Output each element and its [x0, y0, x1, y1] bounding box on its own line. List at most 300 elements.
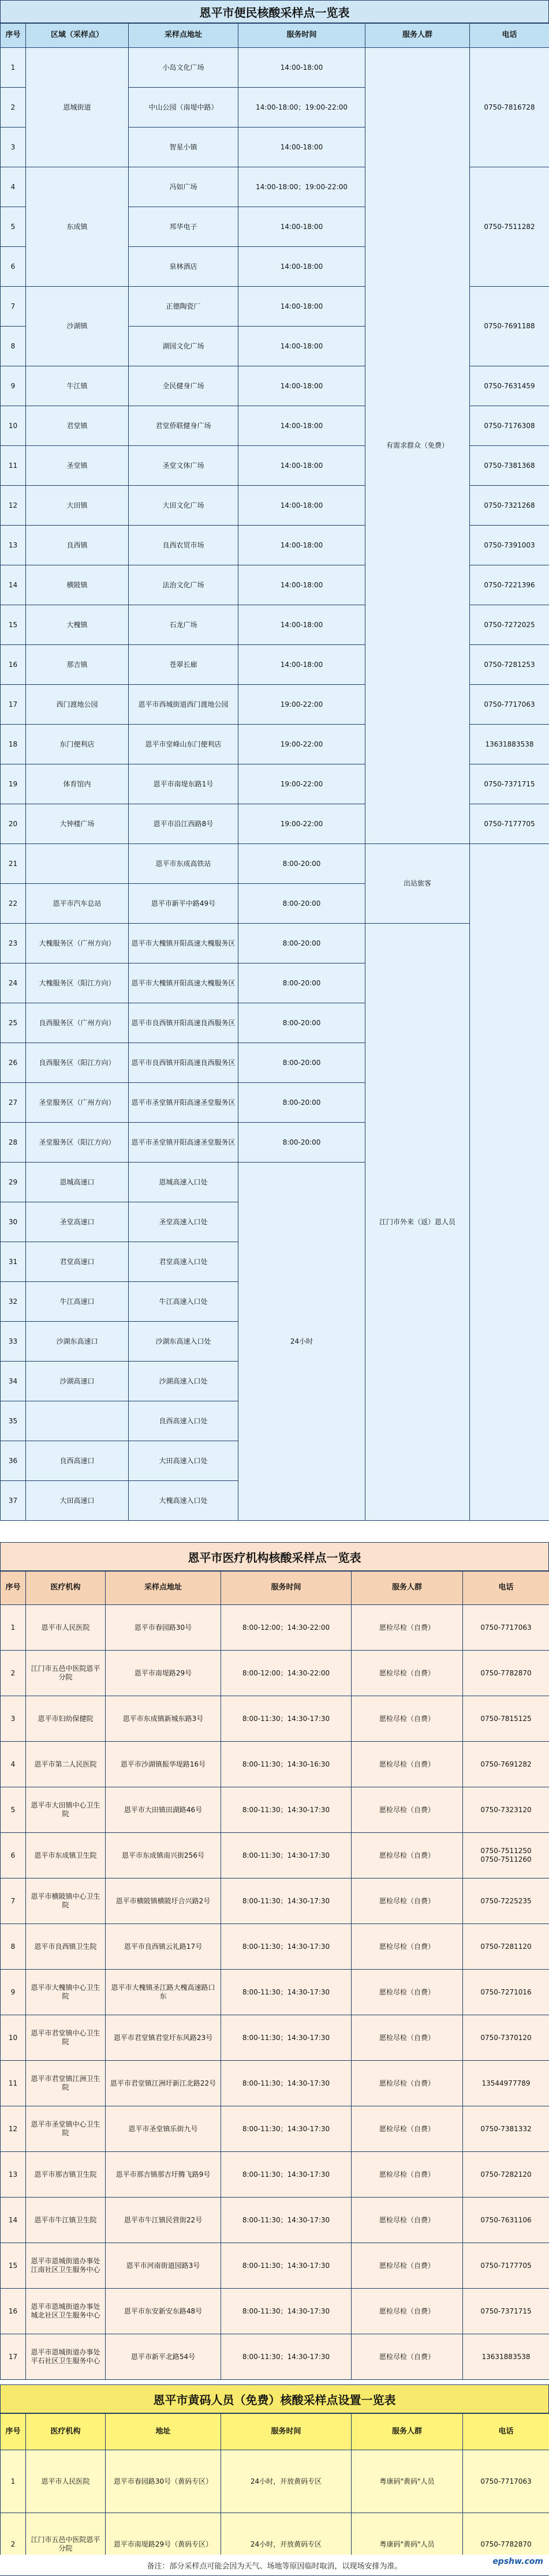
address-cell: 沙湖高速入口处	[129, 1362, 238, 1401]
table-row	[1, 2152, 549, 2198]
institution-cell: 恩平市人民医院	[26, 2450, 106, 2513]
row-number-cell: 5	[1, 1787, 26, 1833]
institution-cell: 恩平市良西镇卫生院	[26, 1924, 106, 1970]
institution-cell: 恩平市大槐镇中心卫生院	[26, 1970, 106, 2015]
service-time-cell: 8:00-11:30；14:30-17:30	[221, 2243, 352, 2289]
service-time-cell: 8:00-11:30；14:30-17:30	[221, 1970, 352, 2015]
address-cell: 恩平市东安新安东路48号	[106, 2289, 221, 2334]
service-group-cell: 江门市外来（返）恩人员	[365, 924, 470, 1521]
column-header: 区域（采样点）	[26, 24, 129, 48]
address-cell: 邦华电子	[129, 207, 238, 247]
row-number-cell: 20	[1, 804, 26, 844]
service-time-cell: 24小时	[238, 1163, 365, 1521]
row-number-cell: 1	[1, 2450, 26, 2513]
row-number-cell: 9	[1, 1970, 26, 2015]
address-cell: 恩平市良西镇云礼路17号	[106, 1924, 221, 1970]
row-number-cell: 35	[1, 1401, 26, 1441]
row-number-cell: 25	[1, 1003, 26, 1043]
area-cell: 大槐镇	[26, 605, 129, 645]
row-number-cell: 9	[1, 366, 26, 406]
table-row	[1, 2289, 549, 2334]
service-time-cell: 14:00-18:00；19:00-22:00	[238, 88, 365, 128]
service-group-cell: 愿检尽检（自费）	[352, 1787, 463, 1833]
address-cell: 恩平市新平中路49号	[129, 884, 238, 924]
row-number-cell: 17	[1, 2334, 26, 2380]
table-row	[1, 1742, 549, 1787]
service-time-cell: 8:00-11:30；14:30-17:30	[221, 1787, 352, 1833]
phone-cell: 13544977789	[463, 2061, 549, 2106]
institution-cell: 恩平市那吉镇卫生院	[26, 2152, 106, 2198]
service-time-cell: 8:00-20:00	[238, 1123, 365, 1163]
area-cell: 良西高速口	[26, 1441, 129, 1481]
address-cell: 恩平市君堂镇江洲圩新江北路22号	[106, 2061, 221, 2106]
institution-cell: 恩平市恩城街道办事处江南社区卫生服务中心	[26, 2243, 106, 2289]
column-header: 序号	[1, 24, 26, 48]
row-number-cell: 8	[1, 327, 26, 366]
address-cell: 恩平市春园路30号（黄码专区）	[106, 2450, 221, 2513]
service-time-cell: 14:00-18:00	[238, 287, 365, 327]
row-number-cell: 14	[1, 565, 26, 605]
phone-cell: 0750-7323120	[463, 1787, 549, 1833]
service-time-cell: 24小时，开放黄码专区	[221, 2513, 352, 2576]
institution-cell: 恩平市横陂镇中心卫生院	[26, 1878, 106, 1924]
service-time-cell: 8:00-11:30；14:30-17:30	[221, 2334, 352, 2380]
address-cell: 恩平市大槐镇开阳高速大槐服务区	[129, 963, 238, 1003]
service-group-cell: 愿检尽检（自费）	[352, 1878, 463, 1924]
service-time-cell: 8:00-20:00	[238, 884, 365, 924]
area-cell: 西门渡地公园	[26, 685, 129, 725]
row-number-cell: 19	[1, 764, 26, 804]
area-cell: 大槐服务区（阳江方向）	[26, 963, 129, 1003]
service-time-cell: 19:00-22:00	[238, 804, 365, 844]
area-cell: 东成镇	[26, 167, 129, 287]
row-number-cell: 27	[1, 1083, 26, 1123]
yellow-code-sampling-table	[0, 2413, 549, 2576]
row-number-cell: 4	[1, 167, 26, 207]
service-time-cell: 8:00-11:30；14:30-17:30	[221, 2061, 352, 2106]
address-cell: 冯如广场	[129, 167, 238, 207]
area-cell	[26, 844, 129, 884]
area-cell: 良西服务区（广州方向）	[26, 1003, 129, 1043]
row-number-cell: 31	[1, 1242, 26, 1282]
row-number-cell: 23	[1, 924, 26, 963]
phone-cell: 0750-7282120	[463, 2152, 549, 2198]
address-cell: 恩平市牛江镇民营街22号	[106, 2198, 221, 2243]
row-number-cell: 15	[1, 2243, 26, 2289]
phone-cell: 0750-7177705	[463, 2243, 549, 2289]
address-cell: 法治文化广场	[129, 565, 238, 605]
area-cell: 体育馆内	[26, 764, 129, 804]
phone-cell: 0750-7631106	[463, 2198, 549, 2243]
area-cell: 恩平市汽车总站	[26, 884, 129, 924]
address-cell: 良西高速入口处	[129, 1401, 238, 1441]
phone-cell: 0750-7371715	[463, 2289, 549, 2334]
row-number-cell: 12	[1, 486, 26, 526]
row-number-cell: 21	[1, 844, 26, 884]
column-header: 服务人群	[352, 1572, 463, 1605]
service-group-cell: 愿检尽检（自费）	[352, 1651, 463, 1696]
convenience-sampling-table	[0, 23, 549, 1521]
phone-cell: 0750-7717063	[470, 685, 549, 725]
address-cell: 恩平市大槐镇开阳高速大槐服务区	[129, 924, 238, 963]
column-header: 地址	[106, 2414, 221, 2450]
institution-cell: 恩平市东成镇卫生院	[26, 1833, 106, 1878]
phone-cell: 0750-7370120	[463, 2015, 549, 2061]
column-header: 服务时间	[238, 24, 365, 48]
area-cell: 大钟楼广场	[26, 804, 129, 844]
address-cell: 恩平市横陂镇横陂圩合兴路2号	[106, 1878, 221, 1924]
phone-cell: 0750-7782870	[463, 1651, 549, 1696]
column-header: 电话	[470, 24, 549, 48]
service-group-cell: 愿检尽检（自费）	[352, 2243, 463, 2289]
column-header: 电话	[463, 1572, 549, 1605]
row-number-cell: 34	[1, 1362, 26, 1401]
phone-cell: 0750-7281120	[463, 1924, 549, 1970]
area-cell: 圣堂镇	[26, 446, 129, 486]
area-cell: 东门便利店	[26, 725, 129, 764]
service-time-cell: 14:00-18:00	[238, 327, 365, 366]
phone-cell: 0750-7221396	[470, 565, 549, 605]
address-cell: 恩平市君堂镇君堂圩东风路23号	[106, 2015, 221, 2061]
service-time-cell: 14:00-18:00	[238, 207, 365, 247]
table-row	[1, 844, 549, 884]
address-cell: 恩平市大槐镇圣江路大槐高速路口东	[106, 1970, 221, 2015]
column-header: 序号	[1, 2414, 26, 2450]
medical-sampling-table	[0, 1571, 549, 2380]
service-group-cell: 愿检尽检（自费）	[352, 2334, 463, 2380]
service-time-cell: 8:00-20:00	[238, 844, 365, 884]
address-cell: 大槐高速入口处	[129, 1481, 238, 1521]
service-group-cell: 粤康码"黄码"人员	[352, 2450, 463, 2513]
address-cell: 恩平市南堤东路1号	[129, 764, 238, 804]
service-group-cell: 愿检尽检（自费）	[352, 2198, 463, 2243]
convenience-sampling-title: 恩平市便民核酸采样点一览表	[0, 0, 549, 23]
row-number-cell: 8	[1, 1924, 26, 1970]
row-number-cell: 6	[1, 1833, 26, 1878]
address-cell: 恩平市那吉镇那吉圩腾飞路9号	[106, 2152, 221, 2198]
phone-cell: 0750-7717063	[463, 1605, 549, 1651]
area-cell: 沙湖高速口	[26, 1362, 129, 1401]
address-cell: 中山公园（南堤中路）	[129, 88, 238, 128]
institution-cell: 恩平市牛江镇卫生院	[26, 2198, 106, 2243]
service-time-cell: 8:00-20:00	[238, 924, 365, 963]
service-time-cell: 8:00-11:30；14:30-17:30	[221, 2198, 352, 2243]
table-row	[1, 2015, 549, 2061]
service-group-cell: 愿检尽检（自费）	[352, 1605, 463, 1651]
row-number-cell: 24	[1, 963, 26, 1003]
address-cell: 圣堂文体广场	[129, 446, 238, 486]
area-cell: 大槐服务区（广州方向）	[26, 924, 129, 963]
phone-cell: 0750-7691188	[470, 287, 549, 366]
phone-cell: 0750-7717063	[463, 2450, 549, 2513]
institution-cell: 恩平市君堂镇中心卫生院	[26, 2015, 106, 2061]
service-group-cell: 愿检尽检（自费）	[352, 2106, 463, 2152]
row-number-cell: 13	[1, 2152, 26, 2198]
area-cell: 恩城高速口	[26, 1163, 129, 1202]
table-header-row	[1, 2414, 549, 2450]
address-cell: 恩平市圣堂镇开阳高速圣堂服务区	[129, 1083, 238, 1123]
phone-cell: 13631883538	[470, 725, 549, 764]
service-group-cell: 愿检尽检（自费）	[352, 1696, 463, 1742]
phone-cell: 0750-7782870	[463, 2513, 549, 2576]
row-number-cell: 2	[1, 88, 26, 128]
service-time-cell: 14:00-18:00；19:00-22:00	[238, 167, 365, 207]
table-row	[1, 1833, 549, 1878]
address-cell: 恩平市东成镇南兴街256号	[106, 1833, 221, 1878]
table-row	[1, 924, 549, 963]
area-cell: 恩城街道	[26, 48, 129, 167]
phone-cell: 0750-7381332	[463, 2106, 549, 2152]
row-number-cell: 11	[1, 446, 26, 486]
institution-cell: 恩平市第二人民医院	[26, 1742, 106, 1787]
address-cell: 牛江高速入口处	[129, 1282, 238, 1322]
service-time-cell: 8:00-11:30；14:30-17:30	[221, 1924, 352, 1970]
service-time-cell: 8:00-20:00	[238, 1003, 365, 1043]
institution-cell: 恩平市恩城街道办事处平石社区卫生服务中心	[26, 2334, 106, 2380]
address-cell: 恩城高速入口处	[129, 1163, 238, 1202]
address-cell: 恩平市沿江西路8号	[129, 804, 238, 844]
table-header-row	[1, 1572, 549, 1605]
service-group-cell: 愿检尽检（自费）	[352, 2015, 463, 2061]
area-cell: 那吉镇	[26, 645, 129, 685]
area-cell	[26, 1401, 129, 1441]
service-group-cell: 愿检尽检（自费）	[352, 1742, 463, 1787]
row-number-cell: 37	[1, 1481, 26, 1521]
area-cell: 圣堂服务区（阳江方向）	[26, 1123, 129, 1163]
service-time-cell: 19:00-22:00	[238, 764, 365, 804]
row-number-cell: 16	[1, 645, 26, 685]
address-cell: 良西农贸市场	[129, 526, 238, 565]
row-number-cell: 33	[1, 1322, 26, 1362]
watermark-logo: epshw.com	[492, 2557, 543, 2566]
column-header: 采样点地址	[106, 1572, 221, 1605]
area-cell: 君堂镇	[26, 406, 129, 446]
yellow-code-sampling-title: 恩平市黄码人员（免费）核酸采样点设置一览表	[0, 2384, 549, 2413]
row-number-cell: 32	[1, 1282, 26, 1322]
institution-cell: 恩平市妇幼保健院	[26, 1696, 106, 1742]
row-number-cell: 1	[1, 1605, 26, 1651]
row-number-cell: 30	[1, 1202, 26, 1242]
address-cell: 恩平市东成高铁站	[129, 844, 238, 884]
service-group-cell: 愿检尽检（自费）	[352, 1833, 463, 1878]
address-cell: 恩平市堂峰山东门便利店	[129, 725, 238, 764]
service-time-cell: 8:00-11:30；14:30-17:30	[221, 2152, 352, 2198]
institution-cell: 恩平市大田镇中心卫生院	[26, 1787, 106, 1833]
address-cell: 君堂侨联健身广场	[129, 406, 238, 446]
service-time-cell: 8:00-11:30；14:30-17:30	[221, 2106, 352, 2152]
service-time-cell: 19:00-22:00	[238, 685, 365, 725]
address-cell: 正德陶瓷厂	[129, 287, 238, 327]
row-number-cell: 26	[1, 1043, 26, 1083]
address-cell: 恩平市新平北路54号	[106, 2334, 221, 2380]
service-group-cell: 愿检尽检（自费）	[352, 2061, 463, 2106]
row-number-cell: 13	[1, 526, 26, 565]
area-cell: 牛江高速口	[26, 1282, 129, 1322]
phone-cell: 0750-7511282	[470, 167, 549, 287]
table-row	[1, 2198, 549, 2243]
area-cell: 沙湖镇	[26, 287, 129, 366]
area-cell: 大田镇	[26, 486, 129, 526]
address-cell: 恩平市西城街道西门渡地公园	[129, 685, 238, 725]
phone-cell: 0750-7225235	[463, 1878, 549, 1924]
table-header-row	[1, 24, 549, 48]
service-time-cell: 19:00-22:00	[238, 725, 365, 764]
area-cell: 圣堂高速口	[26, 1202, 129, 1242]
column-header: 医疗机构	[26, 1572, 106, 1605]
service-time-cell: 14:00-18:00	[238, 366, 365, 406]
service-time-cell: 14:00-18:00	[238, 247, 365, 287]
address-cell: 沙湖东高速入口处	[129, 1322, 238, 1362]
institution-cell: 恩平市恩城街道办事处城北社区卫生服务中心	[26, 2289, 106, 2334]
table-row	[1, 1970, 549, 2015]
service-time-cell: 14:00-18:00	[238, 128, 365, 167]
address-cell: 恩平市良西镇开阳高速良西服务区	[129, 1003, 238, 1043]
service-time-cell: 14:00-18:00	[238, 406, 365, 446]
service-time-cell: 14:00-18:00	[238, 48, 365, 88]
service-time-cell: 14:00-18:00	[238, 446, 365, 486]
address-cell: 苍翠长廊	[129, 645, 238, 685]
phone-cell	[470, 844, 549, 1521]
phone-cell: 0750-7272025	[470, 605, 549, 645]
table-row	[1, 2450, 549, 2513]
service-time-cell: 8:00-12:00；14:30-22:00	[221, 1651, 352, 1696]
area-cell: 良西服务区（阳江方向）	[26, 1043, 129, 1083]
address-cell: 恩平市春园路30号	[106, 1605, 221, 1651]
column-header: 服务人群	[365, 24, 470, 48]
column-header: 电话	[463, 2414, 549, 2450]
service-time-cell: 14:00-18:00	[238, 526, 365, 565]
service-group-cell: 愿检尽检（自费）	[352, 2152, 463, 2198]
service-group-cell: 愿检尽检（自费）	[352, 2289, 463, 2334]
address-cell: 君堂高速入口处	[129, 1242, 238, 1282]
service-time-cell: 14:00-18:00	[238, 565, 365, 605]
row-number-cell: 36	[1, 1441, 26, 1481]
service-time-cell: 8:00-20:00	[238, 1083, 365, 1123]
table-row	[1, 1651, 549, 1696]
column-header: 采样点地址	[129, 24, 238, 48]
address-cell: 大田高速入口处	[129, 1441, 238, 1481]
phone-cell: 0750-7381368	[470, 446, 549, 486]
column-header: 服务时间	[221, 2414, 352, 2450]
phone-cell: 0750-7631459	[470, 366, 549, 406]
service-time-cell: 8:00-11:30；14:30-17:30	[221, 2289, 352, 2334]
medical-sampling-section	[0, 1542, 549, 2380]
service-time-cell: 14:00-18:00	[238, 486, 365, 526]
phone-cell: 13631883538	[463, 2334, 549, 2380]
address-cell: 智星小镇	[129, 128, 238, 167]
table-row	[1, 2061, 549, 2106]
service-group-cell: 粤康码"黄码"人员	[352, 2513, 463, 2576]
row-number-cell: 16	[1, 2289, 26, 2334]
address-cell: 恩平市东成镇新城东路3号	[106, 1696, 221, 1742]
address-cell: 恩平市河南街道园路3号	[106, 2243, 221, 2289]
row-number-cell: 10	[1, 2015, 26, 2061]
service-time-cell: 8:00-11:30；14:30-17:30	[221, 2015, 352, 2061]
table-row	[1, 1605, 549, 1651]
service-group-cell: 有需求群众（免费）	[365, 48, 470, 844]
service-time-cell: 8:00-20:00	[238, 1043, 365, 1083]
phone-cell: 0750-7815125	[463, 1696, 549, 1742]
phone-cell: 0750-7271016	[463, 1970, 549, 2015]
phone-cell: 0750-7816728	[470, 48, 549, 167]
area-cell: 牛江镇	[26, 366, 129, 406]
address-cell: 恩平市圣堂镇开阳高速圣堂服务区	[129, 1123, 238, 1163]
row-number-cell: 4	[1, 1742, 26, 1787]
address-cell: 大田文化广场	[129, 486, 238, 526]
address-cell: 恩平市南堤路29号（黄码专区）	[106, 2513, 221, 2576]
row-number-cell: 7	[1, 1878, 26, 1924]
table-row	[1, 1924, 549, 1970]
row-number-cell: 29	[1, 1163, 26, 1202]
yellow-code-sampling-section	[0, 2384, 549, 2576]
row-number-cell: 10	[1, 406, 26, 446]
address-cell: 全民健身广场	[129, 366, 238, 406]
service-group-cell: 愿检尽检（自费）	[352, 1970, 463, 2015]
address-cell: 湖园文化广场	[129, 327, 238, 366]
area-cell: 沙湖东高速口	[26, 1322, 129, 1362]
service-time-cell: 14:00-18:00	[238, 645, 365, 685]
institution-cell: 恩平市君堂镇江洲卫生院	[26, 2061, 106, 2106]
row-number-cell: 28	[1, 1123, 26, 1163]
service-time-cell: 8:00-11:30；14:30-17:30	[221, 1833, 352, 1878]
row-number-cell: 15	[1, 605, 26, 645]
phone-cell: 0750-7691282	[463, 1742, 549, 1787]
phone-cell: 0750-7281253	[470, 645, 549, 685]
institution-cell: 恩平市人民医院	[26, 1605, 106, 1651]
row-number-cell: 7	[1, 287, 26, 327]
service-time-cell: 14:00-18:00	[238, 605, 365, 645]
table-row	[1, 2243, 549, 2289]
table-row	[1, 2334, 549, 2380]
address-cell: 恩平市圣堂镇乐街九号	[106, 2106, 221, 2152]
institution-cell: 江门市五邑中医院恩平分院	[26, 1651, 106, 1696]
footer-note: 备注：部分采样点可能会因为天气、场地等原因临时取消，以现场安排为准。	[0, 2555, 549, 2575]
row-number-cell: 2	[1, 2513, 26, 2576]
column-header: 序号	[1, 1572, 26, 1605]
area-cell: 圣堂服务区（广州方向）	[26, 1083, 129, 1123]
row-number-cell: 1	[1, 48, 26, 88]
address-cell: 恩平市大田镇田湖路46号	[106, 1787, 221, 1833]
address-cell: 恩平市南堤路29号	[106, 1651, 221, 1696]
service-time-cell: 8:00-20:00	[238, 963, 365, 1003]
table-row	[1, 48, 549, 88]
row-number-cell: 18	[1, 725, 26, 764]
phone-cell: 0750-7177705	[470, 804, 549, 844]
table-row	[1, 1696, 549, 1742]
column-header: 服务人群	[352, 2414, 463, 2450]
institution-cell: 江门市五邑中医院恩平分院	[26, 2513, 106, 2576]
table-row	[1, 1787, 549, 1833]
area-cell: 大田高速口	[26, 1481, 129, 1521]
phone-cell: 0750-7391003	[470, 526, 549, 565]
row-number-cell: 3	[1, 1696, 26, 1742]
address-cell: 恩平市良西镇开阳高速良西服务区	[129, 1043, 238, 1083]
service-group-cell: 愿检尽检（自费）	[352, 1924, 463, 1970]
phone-cell: 0750-7371715	[470, 764, 549, 804]
row-number-cell: 22	[1, 884, 26, 924]
address-cell: 恩平市沙湖镇振华堤路16号	[106, 1742, 221, 1787]
row-number-cell: 6	[1, 247, 26, 287]
service-group-cell: 出站旅客	[365, 844, 470, 924]
row-number-cell: 12	[1, 2106, 26, 2152]
institution-cell: 恩平市圣堂镇中心卫生院	[26, 2106, 106, 2152]
service-time-cell: 8:00-11:30；14:30-17:30	[221, 1696, 352, 1742]
row-number-cell: 17	[1, 685, 26, 725]
area-cell: 君堂高速口	[26, 1242, 129, 1282]
address-cell: 石龙广场	[129, 605, 238, 645]
phone-cell: 0750-7321268	[470, 486, 549, 526]
phone-cell: 0750-7511250 0750-7511260	[463, 1833, 549, 1878]
